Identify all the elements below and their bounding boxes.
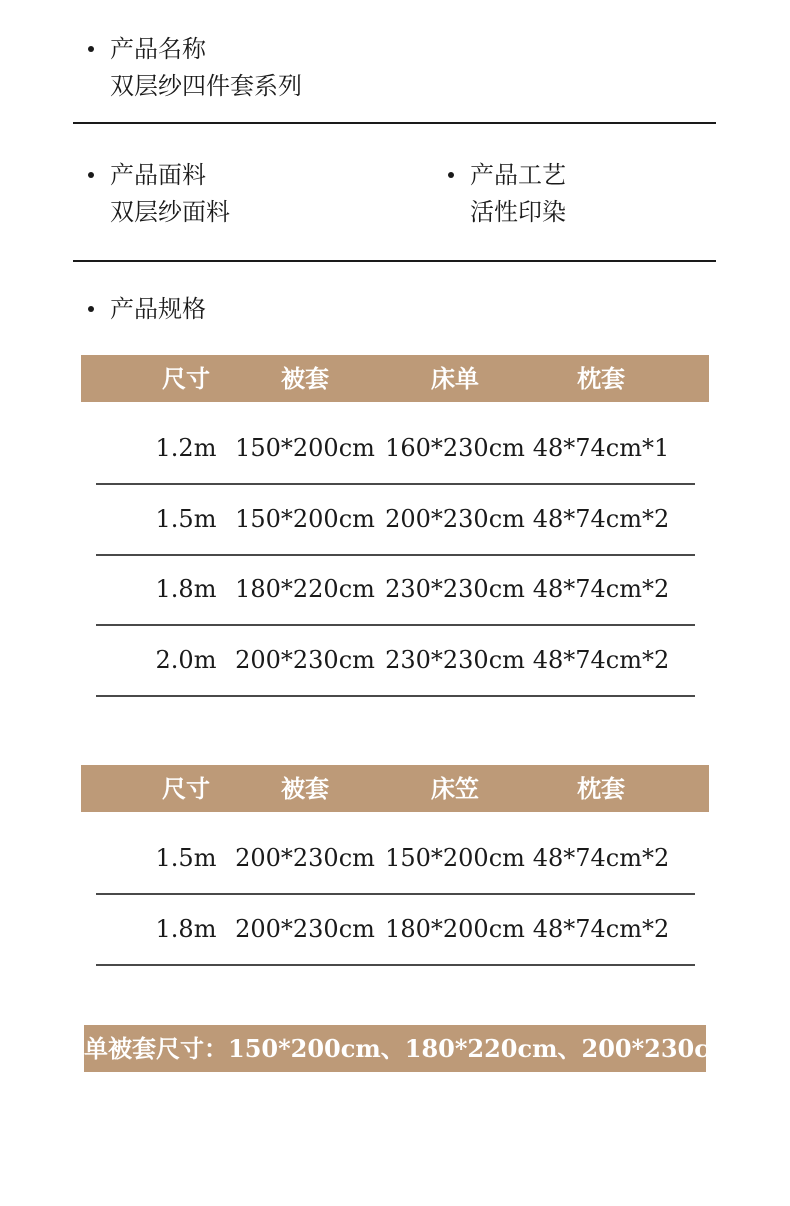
table2-header-pillowcase: 枕套 [577, 774, 625, 803]
craft-section [470, 157, 566, 231]
table-cell: 1.5m [155, 844, 217, 872]
table1-header-pillowcase: 枕套 [577, 364, 625, 393]
table-cell: 150*200cm [235, 505, 375, 533]
table-cell: 48*74cm*2 [532, 505, 670, 533]
product-name-label: 产品名称 [110, 35, 206, 63]
table-cell: 150*200cm [235, 434, 375, 462]
craft-value: 活性印染 [470, 198, 566, 226]
table-cell: 230*230cm [385, 575, 525, 603]
table-cell: 230*230cm [385, 646, 525, 674]
table-row [96, 485, 695, 556]
product-name-value: 双层纱四件套系列 [110, 72, 302, 100]
table-cell: 200*230cm [235, 915, 375, 943]
table-cell: 48*74cm*2 [532, 844, 670, 872]
table1-header [81, 355, 709, 402]
table1-header-sheet: 床单 [431, 364, 479, 393]
bullet-icon [88, 172, 94, 178]
single-duvet-size-banner: 单被套尺寸：150*200cm、180*220cm、200*230cm [84, 1025, 706, 1072]
table-cell: 1.8m [155, 915, 217, 943]
table2-header [81, 765, 709, 812]
table-cell: 180*220cm [235, 575, 375, 603]
table-row [96, 895, 695, 966]
table-cell: 200*230cm [235, 844, 375, 872]
fabric-label: 产品面料 [110, 161, 206, 189]
table2-header-size: 尺寸 [162, 774, 210, 803]
table2-header-duvet: 被套 [281, 774, 329, 803]
table-cell: 48*74cm*2 [532, 575, 670, 603]
craft-label: 产品工艺 [470, 161, 566, 189]
table-cell: 180*200cm [385, 915, 525, 943]
fabric-value: 双层纱面料 [110, 198, 230, 226]
table2-header-fitted-sheet: 床笠 [431, 774, 479, 803]
table-row [96, 414, 695, 485]
table-cell: 1.5m [155, 505, 217, 533]
table-cell: 48*74cm*2 [532, 646, 670, 674]
fabric-section [110, 157, 230, 231]
row-divider [96, 964, 695, 966]
row-divider [96, 695, 695, 697]
table-cell: 48*74cm*1 [532, 434, 670, 462]
table-cell: 160*230cm [385, 434, 525, 462]
table-cell: 48*74cm*2 [532, 915, 670, 943]
bullet-icon [88, 306, 94, 312]
table-row [96, 626, 695, 697]
bullet-icon [88, 46, 94, 52]
divider [73, 260, 716, 262]
table-cell: 1.2m [155, 434, 217, 462]
table1-header-size: 尺寸 [162, 364, 210, 393]
table-cell: 150*200cm [385, 844, 525, 872]
bullet-icon [448, 172, 454, 178]
table-cell: 200*230cm [235, 646, 375, 674]
divider [73, 122, 716, 124]
table-cell: 200*230cm [385, 505, 525, 533]
product-name-section [110, 31, 302, 105]
table-cell: 1.8m [155, 575, 217, 603]
table-row [96, 555, 695, 626]
table-row [96, 824, 695, 895]
table-cell: 2.0m [155, 646, 217, 674]
table1-header-duvet: 被套 [281, 364, 329, 393]
spec-section [110, 291, 206, 328]
spec-label: 产品规格 [110, 295, 206, 323]
